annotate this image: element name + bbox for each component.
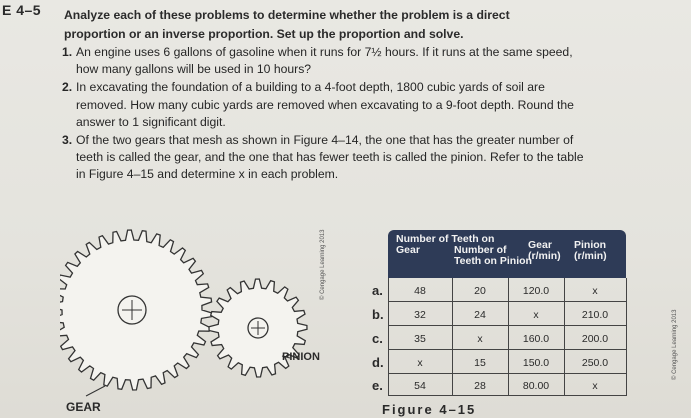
grid-line	[388, 373, 626, 374]
cell-pinion-speed: 200.0	[581, 333, 609, 345]
cell-pinion-teeth: 24	[474, 309, 486, 321]
figure-caption: Figure 4–15	[382, 402, 477, 417]
problem-number: 1.	[62, 45, 73, 59]
problem-1	[64, 44, 584, 78]
cell-pinion-speed: x	[592, 285, 598, 297]
cell-gear-speed: 150.0	[522, 357, 550, 369]
row-label: c.	[372, 331, 383, 346]
header-gear-teeth: Number of Teeth on Gear	[396, 233, 495, 256]
cell-pinion-teeth: 20	[474, 285, 486, 297]
header-pinion-teeth: Number of Teeth on Pinion	[454, 244, 532, 267]
problem-list	[64, 44, 584, 184]
cell-gear-teeth: 35	[414, 333, 426, 345]
table-header	[388, 230, 626, 278]
problem-number: 3.	[62, 133, 73, 148]
row-label: e.	[372, 378, 383, 393]
credit-line-left: © Cengage Learning 2013	[320, 229, 326, 300]
cell-gear-speed: 120.0	[522, 285, 550, 297]
cell-pinion-teeth: 28	[474, 380, 486, 392]
cell-gear-teeth: x	[417, 357, 423, 369]
problem-3	[64, 132, 584, 184]
row-label: d.	[372, 355, 384, 370]
cell-pinion-speed: x	[592, 380, 598, 392]
cell-gear-speed: 160.0	[522, 333, 550, 345]
problem-text: Of the two gears that mesh as shown in Figure 4–14, the one that has the greater number of teeth is called the gear, and the one that has fewer teeth is called the pinion. Refer to the table in Figure 4–15 and determine x in each problem.	[76, 133, 584, 182]
grid-line	[388, 395, 626, 396]
grid-line	[388, 325, 626, 326]
cell-gear-speed: 80.00	[522, 380, 550, 392]
gear-drawing	[60, 230, 212, 396]
credit-line-right: © Cengage Learning 2013	[672, 309, 678, 380]
header-gear-speed: Gear (r/min)	[528, 239, 561, 262]
cell-pinion-teeth: x	[477, 333, 483, 345]
cell-pinion-speed: 250.0	[581, 357, 609, 369]
exercise-label: E 4–5	[2, 2, 42, 18]
grid-line	[626, 278, 627, 396]
problem-2	[64, 79, 584, 131]
row-label: a.	[372, 283, 383, 298]
problem-number: 2.	[62, 80, 73, 95]
row-label: b.	[372, 307, 384, 322]
grid-line	[388, 301, 626, 302]
cell-gear-teeth: 32	[414, 309, 426, 321]
gear-table	[368, 230, 668, 400]
cell-pinion-speed: 210.0	[581, 309, 609, 321]
cell-pinion-teeth: 15	[474, 357, 486, 369]
cell-gear-teeth: 54	[414, 380, 426, 392]
grid-line	[388, 349, 626, 350]
cell-gear-speed: x	[533, 309, 539, 321]
cell-gear-teeth: 48	[414, 285, 426, 297]
problem-text: In excavating the foundation of a building to a 4-foot depth, 1800 cubic yards of soil are removed. How many cubic yards are removed when excavating to a 9-foot depth. Round the answer to 1 significant digit.	[76, 80, 574, 129]
gear-illustration	[60, 218, 320, 398]
pinion-label: PINION	[282, 351, 320, 363]
gear-label: GEAR	[66, 400, 101, 414]
problem-text: An engine uses 6 gallons of gasoline when it runs for 7½ hours. If it runs at the same speed, how many gallons will be used in 10 hours?	[76, 45, 573, 77]
instructions-text: Analyze each of these problems to determine whether the problem is a direct proportion or an inverse proportion. Set up the proportion and solve.	[64, 8, 510, 41]
header-pinion-speed: Pinion (r/min)	[574, 239, 607, 262]
gear-leader-line	[86, 386, 105, 396]
